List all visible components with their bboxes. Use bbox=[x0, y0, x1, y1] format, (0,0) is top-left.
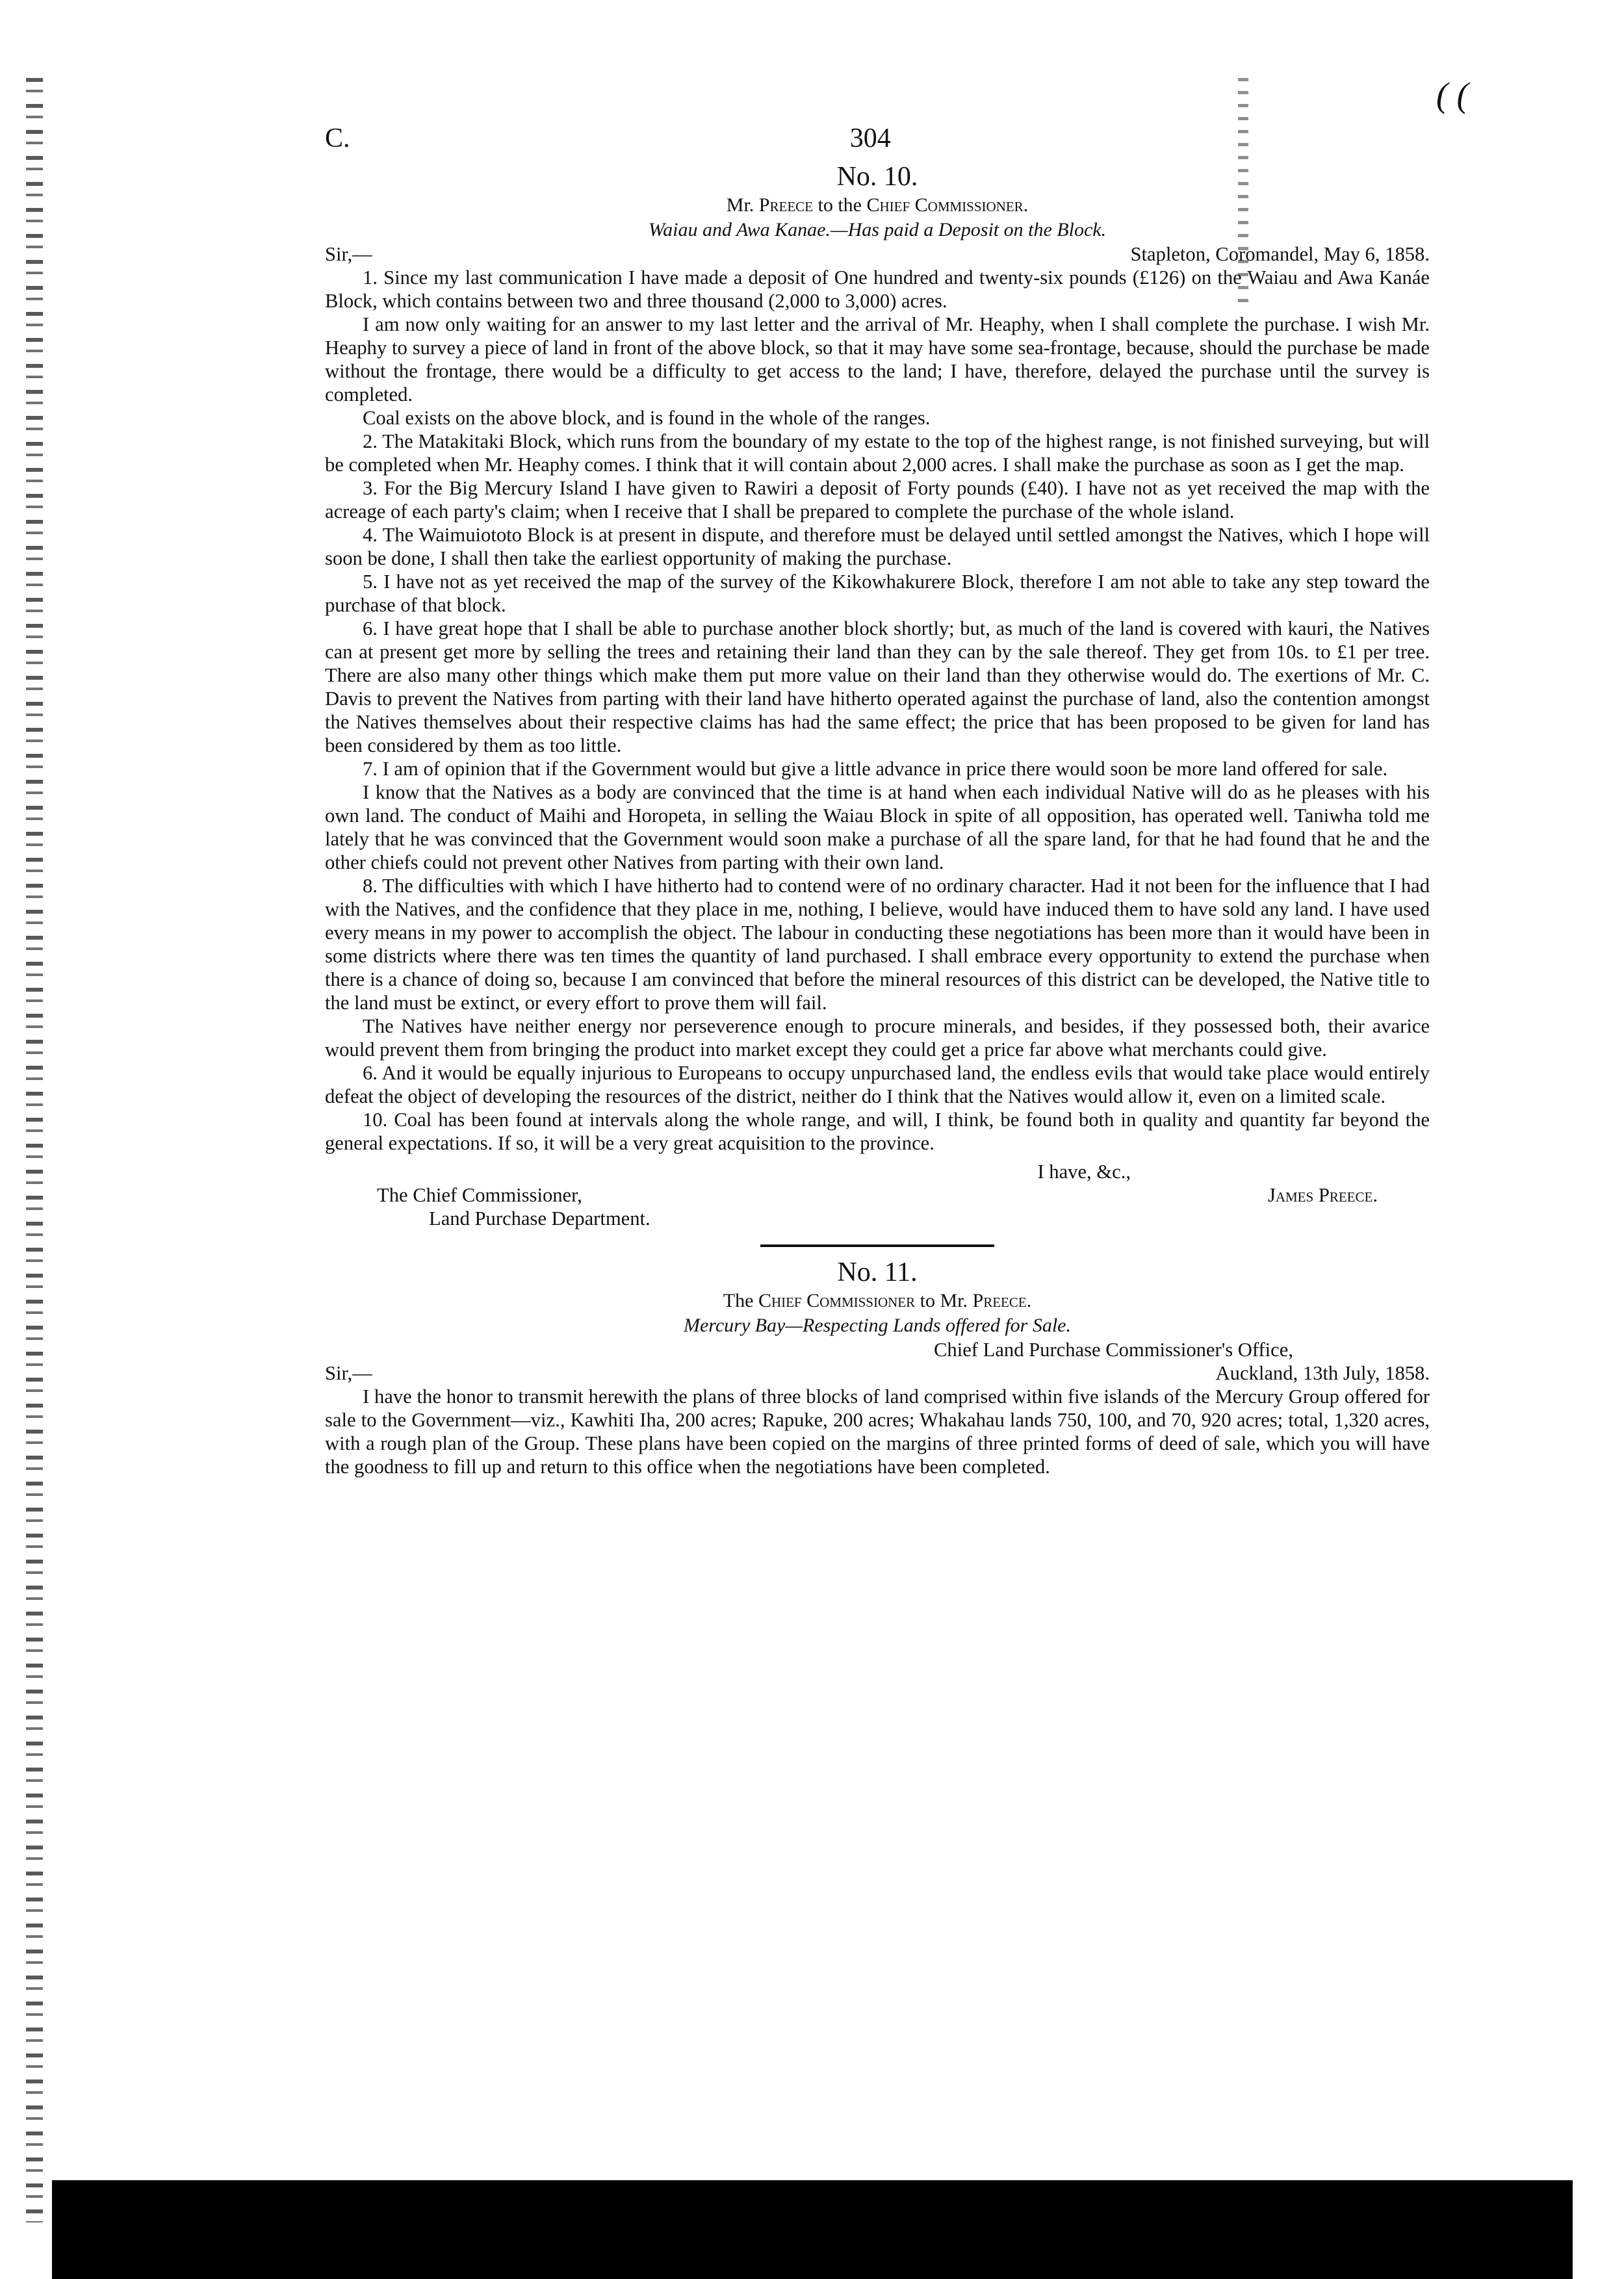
section-label: C. bbox=[325, 123, 350, 153]
title-recipient: Preece bbox=[972, 1290, 1027, 1311]
page-number: 304 bbox=[849, 123, 891, 153]
place-date: Stapleton, Coromandel, May 6, 1858. bbox=[1130, 243, 1430, 265]
letter-10 bbox=[325, 161, 1430, 1230]
title-suffix: . bbox=[1023, 194, 1029, 216]
paragraph: 10. Coal has been found at intervals along the whole range, and will, I think, be found both in quality and quantity far beyond the general expectations. If so, it will be a very great acquisition to the province. bbox=[325, 1109, 1430, 1154]
paragraph: 4. The Waimuiototo Block is at present in dispute, and therefore must be delayed until settled amongst the Natives, which I hope will soon be done, I shall then take the earliest opportunity of making the purchase. bbox=[325, 524, 1430, 569]
recipient-line-1: The Chief Commissioner, bbox=[377, 1184, 582, 1206]
page-header bbox=[325, 123, 1430, 153]
title-prefix: The bbox=[723, 1290, 758, 1311]
paragraph: I have the honor to transmit herewith the plans of three blocks of land comprised within five islands of the Mercury Group offered for sale to the Government—viz., Kawhiti Iha, 200 acres; Rapuke, 200 acres; Whakahau lands 750, 100, and 70, 920 acres; total, 1,320 acres, with a rough plan of the Group. These plans have been copied on the margins of three printed forms of deed of sale, which you will have the goodness to fill up and return to this office when the negotiations have been completed. bbox=[325, 1385, 1430, 1478]
salutation-row bbox=[325, 1361, 1430, 1385]
scan-edge-left bbox=[26, 78, 43, 2222]
title-suffix: . bbox=[1026, 1290, 1032, 1311]
letter-number: No. 11. bbox=[837, 1257, 918, 1287]
office-line: Chief Land Purchase Commissioner's Office, bbox=[934, 1339, 1293, 1361]
scan-bottom-band bbox=[52, 2180, 1573, 2279]
paragraph: 5. I have not as yet received the map of the survey of the Kikowhakurere Block, therefore I am not able to take any step toward the purchase of that block. bbox=[325, 571, 1430, 616]
paragraph: 6. And it would be equally injurious to Europeans to occupy unpurchased land, the endless evils that would take place would entirely defeat the object of developing the resources of the district, neither do I think that the Natives would allow it, even on a limited scale. bbox=[325, 1062, 1430, 1107]
title-sender: Chief Commissioner bbox=[758, 1290, 916, 1311]
paragraph: 6. I have great hope that I shall be able to purchase another block shortly; but, as much of the land is covered with kauri, the Natives can at present get more by selling the trees and retaining their land than they can by the sale thereof. They get from 10s. to £1 per tree. There are also many other things which make them put more value on their land than they otherwise would do. The exertions of Mr. C. Davis to prevent the Natives from parting with their land have hitherto operated against the purchase of land, also the contention amongst the Natives themselves about their respective claims has had the same effect; the price that has been proposed to be given for land has been considered by them as too little. bbox=[325, 617, 1430, 756]
signature: James Preece. bbox=[1267, 1184, 1378, 1206]
paragraph: 3. For the Big Mercury Island I have given to Rawiri a deposit of Forty pounds (£40). I have not as yet received the map with the acreage of each party's claim; when I receive that I shall be prepared to complete the purchase of the whole island. bbox=[325, 477, 1430, 522]
section-divider bbox=[760, 1244, 994, 1247]
paragraph: 1. Since my last communication I have made a deposit of One hundred and twenty-six pounds (£126) on the Waiau and Awa Kanáe Block, which contains between two and three thousand (2,000 to 3,000) acres. bbox=[325, 266, 1430, 312]
corner-mark: ( ( bbox=[1436, 75, 1469, 114]
title-sender: Preece bbox=[758, 194, 813, 216]
title-recipient: Chief Commissioner bbox=[866, 194, 1024, 216]
paragraph: I know that the Natives as a body are convinced that the time is at hand when each individual Native will do as he pleases with his own land. The conduct of Maihi and Horopeta, in selling the Waiau Block in spite of all opposition, has operated well. Taniwha told me lately that he was convinced that the Government would soon make a purchase of all the spare land, for that he had found that he and the other chiefs could not prevent other Natives from parting with their own land. bbox=[325, 781, 1430, 873]
title-mid: to Mr. bbox=[915, 1290, 973, 1311]
letter-11 bbox=[325, 1256, 1430, 1478]
salutation: Sir,— bbox=[325, 243, 372, 265]
place-date: Auckland, 13th July, 1858. bbox=[1215, 1362, 1430, 1384]
title-mid: to the bbox=[812, 194, 867, 216]
title-prefix: Mr. bbox=[726, 194, 759, 216]
letter-subject: Waiau and Awa Kanae.—Has paid a Deposit on the Block. bbox=[648, 219, 1107, 240]
letter-number: No. 10. bbox=[836, 162, 918, 192]
letter-title bbox=[325, 1289, 1430, 1313]
closing: I have, &c., bbox=[1037, 1161, 1131, 1183]
letter-title bbox=[325, 193, 1430, 218]
salutation: Sir,— bbox=[325, 1362, 372, 1384]
letter-subject: Mercury Bay—Respecting Lands offered for Sale. bbox=[684, 1315, 1071, 1336]
document-page bbox=[325, 123, 1430, 1478]
paragraph: 8. The difficulties with which I have hitherto had to contend were of no ordinary character. Had it not been for the influence that I had with the Natives, and the confidence that they place in me, nothing, I believe, would have induced them to have sold any land. I have used every means in my power to accomplish the object. The labour in conducting these negotiations has been more than it would have been in some districts where there was ten times the quantity of land purchased. I shall embrace every opportunity to extend the purchase when there is a chance of doing so, because I am convinced that before the mineral resources of this district can be developed, the Native title to the land must be extinct, or every effort to prove them will fail. bbox=[325, 875, 1430, 1014]
paragraph: The Natives have neither energy nor perseverence enough to procure minerals, and besides, if they possessed both, their avarice would prevent them from bringing the product into market except they could get a price far above what merchants could give. bbox=[325, 1015, 1430, 1061]
signature-row bbox=[325, 1183, 1430, 1207]
paragraph: Coal exists on the above block, and is found in the whole of the ranges. bbox=[363, 407, 931, 429]
salutation-row bbox=[325, 242, 1430, 266]
paragraph: 2. The Matakitaki Block, which runs from the boundary of my estate to the top of the highest range, is not finished surveying, but will be completed when Mr. Heaphy comes. I think that it will contain about 2,000 acres. I shall make the purchase as soon as I get the map. bbox=[325, 430, 1430, 476]
paragraph: 7. I am of opinion that if the Government would but give a little advance in price there would soon be more land offered for sale. bbox=[363, 758, 1388, 780]
paragraph: I am now only waiting for an answer to my last letter and the arrival of Mr. Heaphy, when I shall complete the purchase. I wish Mr. Heaphy to survey a piece of land in front of the above block, so that it may have some sea-frontage, because, should the purchase be made without the frontage, there would be a difficulty to get access to the land; I have, therefore, delayed the purchase until the survey is completed. bbox=[325, 313, 1430, 406]
recipient-line-2: Land Purchase Department. bbox=[429, 1207, 651, 1230]
